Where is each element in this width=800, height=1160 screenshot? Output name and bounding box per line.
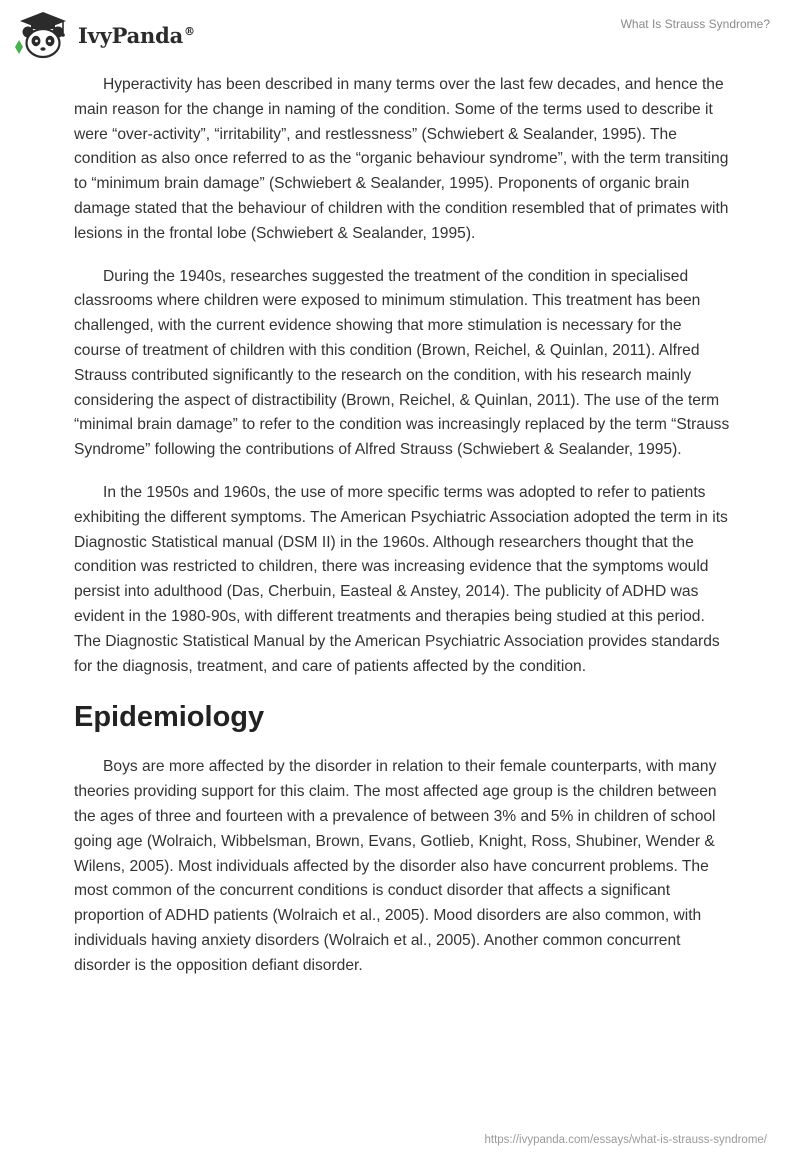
page-header	[0, 0, 800, 70]
panda-graduate-icon	[14, 10, 72, 60]
paragraph-terminology: Hyperactivity has been described in many terms over the last few decades, and hence the main reason for the change in naming of the condition. Some of the terms used to describe it were “over-activity”, “irritability”, and restlessness” (Schwiebert & Sealander, 1995). The condition as also once referred to as the “organic behaviour syndrome”, with the term transiting to “minimum brain damage” (Schwiebert & Sealander, 1995). Proponents of organic brain damage stated that the behaviour of children with the condition resembled that of primates with lesions in the frontal lobe (Schwiebert & Sealander, 1995).	[74, 76, 729, 242]
document-title: What Is Strauss Syndrome?	[620, 17, 770, 31]
section-heading-epidemiology: Epidemiology	[74, 701, 265, 734]
paragraph-epidemiology: Boys are more affected by the disorder in relation to their female counterparts, with many theories providing support for this claim. The most affected age group is the children between the ages of three and fourteen with a prevalence of between 3% and 5% in children of school going age (Wolraich, Wibbelsman, Brown, Evans, Gotlieb, Knight, Ross, Shubiner, Wender & Wilens, 2005). Most individuals affected by the disorder also have concurrent problems. The most common of the concurrent conditions is conduct disorder that affects a significant proportion of ADHD patients (Wolraich et al., 2005). Mood disorders are also common, with individuals having anxiety disorders (Wolraich et al., 2005). Another common concurrent disorder is the opposition defiant disorder.	[74, 758, 717, 974]
source-url[interactable]: https://ivypanda.com/essays/what-is-strauss-syndrome/	[484, 1134, 767, 1146]
paragraph-1940s-research: During the 1940s, researches suggested the treatment of the condition in specialised classrooms where children were exposed to minimum stimulation. This treatment has been challenged, with the current evidence showing that more stimulation is necessary for the course of treatment of children with this condition (Brown, Reichel, & Quinlan, 2011). Alfred Strauss contributed significantly to the research on the condition, with his research mainly considering the aspect of distractibility (Brown, Reichel, & Quinlan, 2011). The use of the term “minimal brain damage” to refer to the condition was increasingly replaced by the term “Strauss Syndrome” following the contributions of Alfred Strauss (Schwiebert & Sealander, 1995).	[74, 267, 730, 459]
brand-name: IvyPanda®	[78, 22, 195, 48]
essay-content	[74, 73, 730, 997]
ivypanda-logo[interactable]	[14, 10, 195, 60]
paragraph-1950s-1960s: In the 1950s and 1960s, the use of more specific terms was adopted to refer to patients exhibiting the different symptoms. The American Psychiatric Association adopted the term in its Diagnostic Statistical manual (DSM II) in the 1960s. Although researchers thought that the condition was restricted to children, there was increasing evidence that the symptoms would persist into adulthood (Das, Cherbuin, Easteal & Anstey, 2014). The publicity of ADHD was evident in the 1980-90s, with different treatments and therapies being studied at this period. The Diagnostic Statistical Manual by the American Psychiatric Association provides standards for the diagnosis, treatment, and care of patients affected by the condition.	[74, 483, 728, 675]
